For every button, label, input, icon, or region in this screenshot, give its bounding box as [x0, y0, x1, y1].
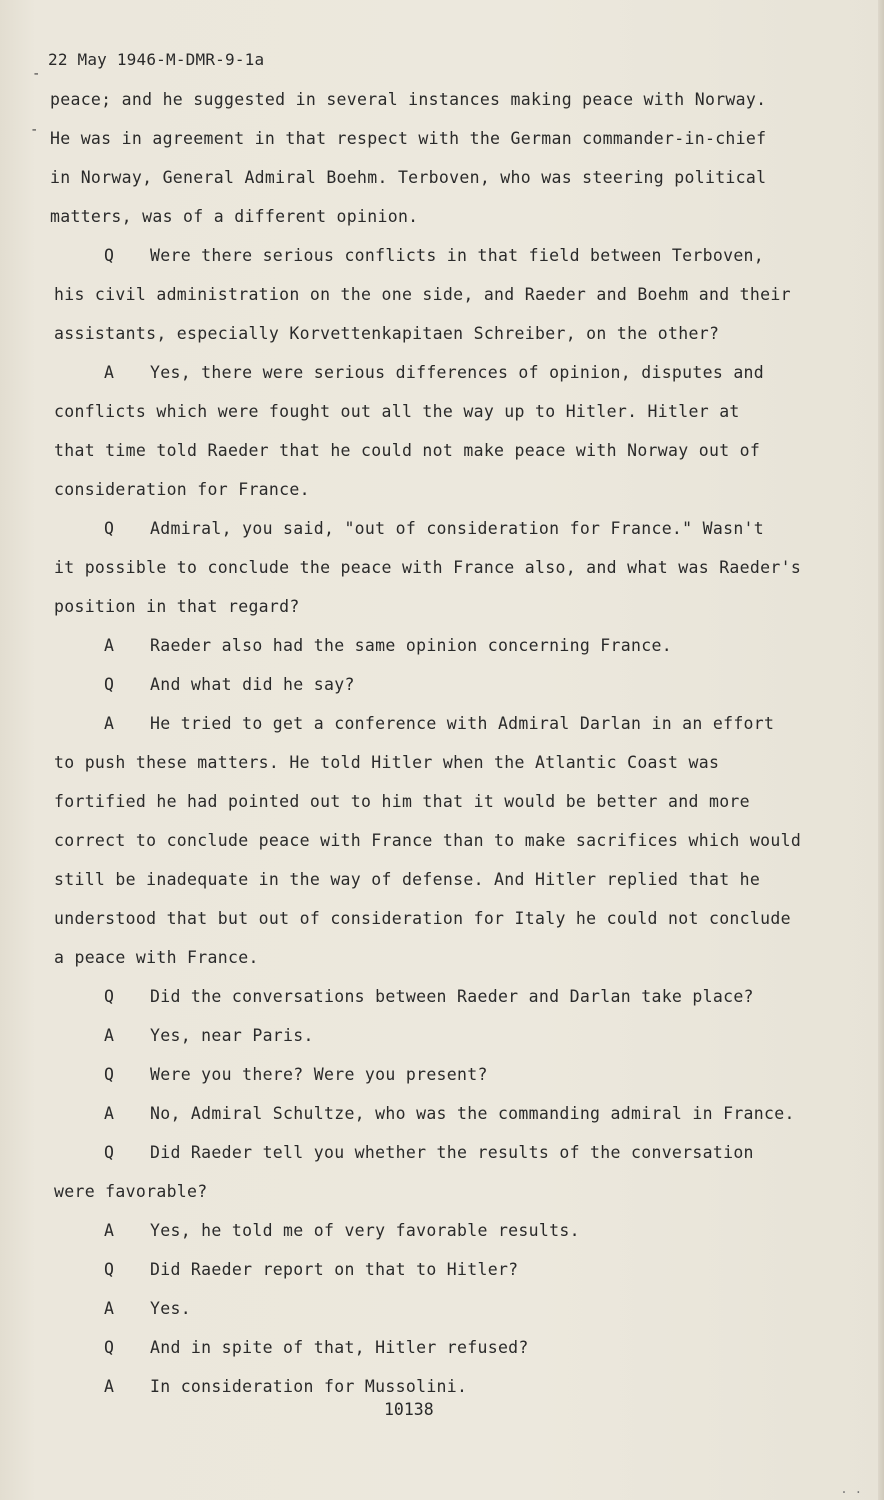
- speaker-label: Q: [104, 519, 115, 538]
- text-line: Were there serious conflicts in that field between Terboven,: [150, 246, 765, 265]
- text-line: were favorable?: [54, 1182, 208, 1201]
- corner-smudge: . .: [840, 1482, 862, 1496]
- text-line: Raeder also had the same opinion concerning France.: [150, 636, 672, 655]
- speaker-label: Q: [104, 246, 115, 265]
- speaker-label: A: [104, 636, 115, 655]
- speaker-label: Q: [104, 1065, 115, 1084]
- text-line: his civil administration on the one side, and Raeder and Boehm and their: [54, 285, 791, 304]
- text-line: Were you there? Were you present?: [150, 1065, 488, 1084]
- text-line: peace; and he suggested in several instances making peace with Norway.: [50, 90, 767, 109]
- text-line: consideration for France.: [54, 480, 310, 499]
- text-line: He was in agreement in that respect with the German commander-in-chief: [50, 129, 767, 148]
- question: [104, 665, 784, 704]
- answer: [104, 1289, 784, 1328]
- question: [104, 1133, 784, 1172]
- answer: [104, 704, 784, 743]
- text-line: assistants, especially Korvettenkapitaen Schreiber, on the other?: [54, 324, 720, 343]
- header-reference: 22 May 1946-M-DMR-9-1a: [48, 50, 265, 69]
- text-line: matters, was of a different opinion.: [50, 207, 419, 226]
- speaker-label: A: [104, 1026, 115, 1045]
- speaker-label: Q: [104, 1260, 115, 1279]
- paragraph-continuation: [50, 80, 770, 236]
- text-line: correct to conclude peace with France than to make sacrifices which would: [54, 831, 802, 850]
- speaker-label: A: [104, 1377, 115, 1396]
- speaker-label: A: [104, 363, 115, 382]
- speaker-label: Q: [104, 1338, 115, 1357]
- text-line: Admiral, you said, "out of consideration for France." Wasn't: [150, 519, 765, 538]
- text-line: Yes, near Paris.: [150, 1026, 314, 1045]
- answer: [104, 353, 784, 392]
- text-line: it possible to conclude the peace with France also, and what was Raeder's: [54, 558, 802, 577]
- answer: [104, 626, 784, 665]
- question: [104, 509, 784, 548]
- question: [104, 236, 784, 275]
- speaker-label: A: [104, 1221, 115, 1240]
- speaker-label: Q: [104, 987, 115, 1006]
- answer: [104, 1016, 784, 1055]
- text-line: Did Raeder tell you whether the results of the conversation: [150, 1143, 754, 1162]
- text-line: that time told Raeder that he could not make peace with Norway out of: [54, 441, 761, 460]
- text-line: position in that regard?: [54, 597, 300, 616]
- text-line: conflicts which were fought out all the way up to Hitler. Hitler at: [54, 402, 740, 421]
- question: [104, 1328, 784, 1367]
- margin-tick: -: [32, 66, 41, 82]
- text-line: Yes, he told me of very favorable results.: [150, 1221, 580, 1240]
- question: [104, 977, 784, 1016]
- answer: [104, 1367, 784, 1406]
- question: [104, 1250, 784, 1289]
- question: [104, 1055, 784, 1094]
- margin-tick: -: [30, 122, 39, 138]
- text-line: a peace with France.: [54, 948, 259, 967]
- text-line: to push these matters. He told Hitler when the Atlantic Coast was: [54, 753, 720, 772]
- text-line: in Norway, General Admiral Boehm. Terboven, who was steering political: [50, 168, 767, 187]
- speaker-label: Q: [104, 1143, 115, 1162]
- text-line: Did Raeder report on that to Hitler?: [150, 1260, 519, 1279]
- text-line: still be inadequate in the way of defense. And Hitler replied that he: [54, 870, 761, 889]
- text-line: Yes, there were serious differences of opinion, disputes and: [150, 363, 765, 382]
- text-line: Did the conversations between Raeder and Darlan take place?: [150, 987, 754, 1006]
- page-edge: [878, 0, 884, 1500]
- speaker-label: A: [104, 1104, 115, 1123]
- text-line: No, Admiral Schultze, who was the commanding admiral in France.: [150, 1104, 795, 1123]
- page-number: 10138: [384, 1400, 434, 1419]
- text-line: In consideration for Mussolini.: [150, 1377, 468, 1396]
- text-line: And what did he say?: [150, 675, 355, 694]
- text-line: And in spite of that, Hitler refused?: [150, 1338, 529, 1357]
- speaker-label: Q: [104, 675, 115, 694]
- text-line: He tried to get a conference with Admiral Darlan in an effort: [150, 714, 775, 733]
- answer: [104, 1211, 784, 1250]
- answer: [104, 1094, 795, 1133]
- text-line: understood that but out of consideration for Italy he could not conclude: [54, 909, 791, 928]
- speaker-label: A: [104, 714, 115, 733]
- text-line: fortified he had pointed out to him that it would be better and more: [54, 792, 750, 811]
- text-line: Yes.: [150, 1299, 191, 1318]
- speaker-label: A: [104, 1299, 115, 1318]
